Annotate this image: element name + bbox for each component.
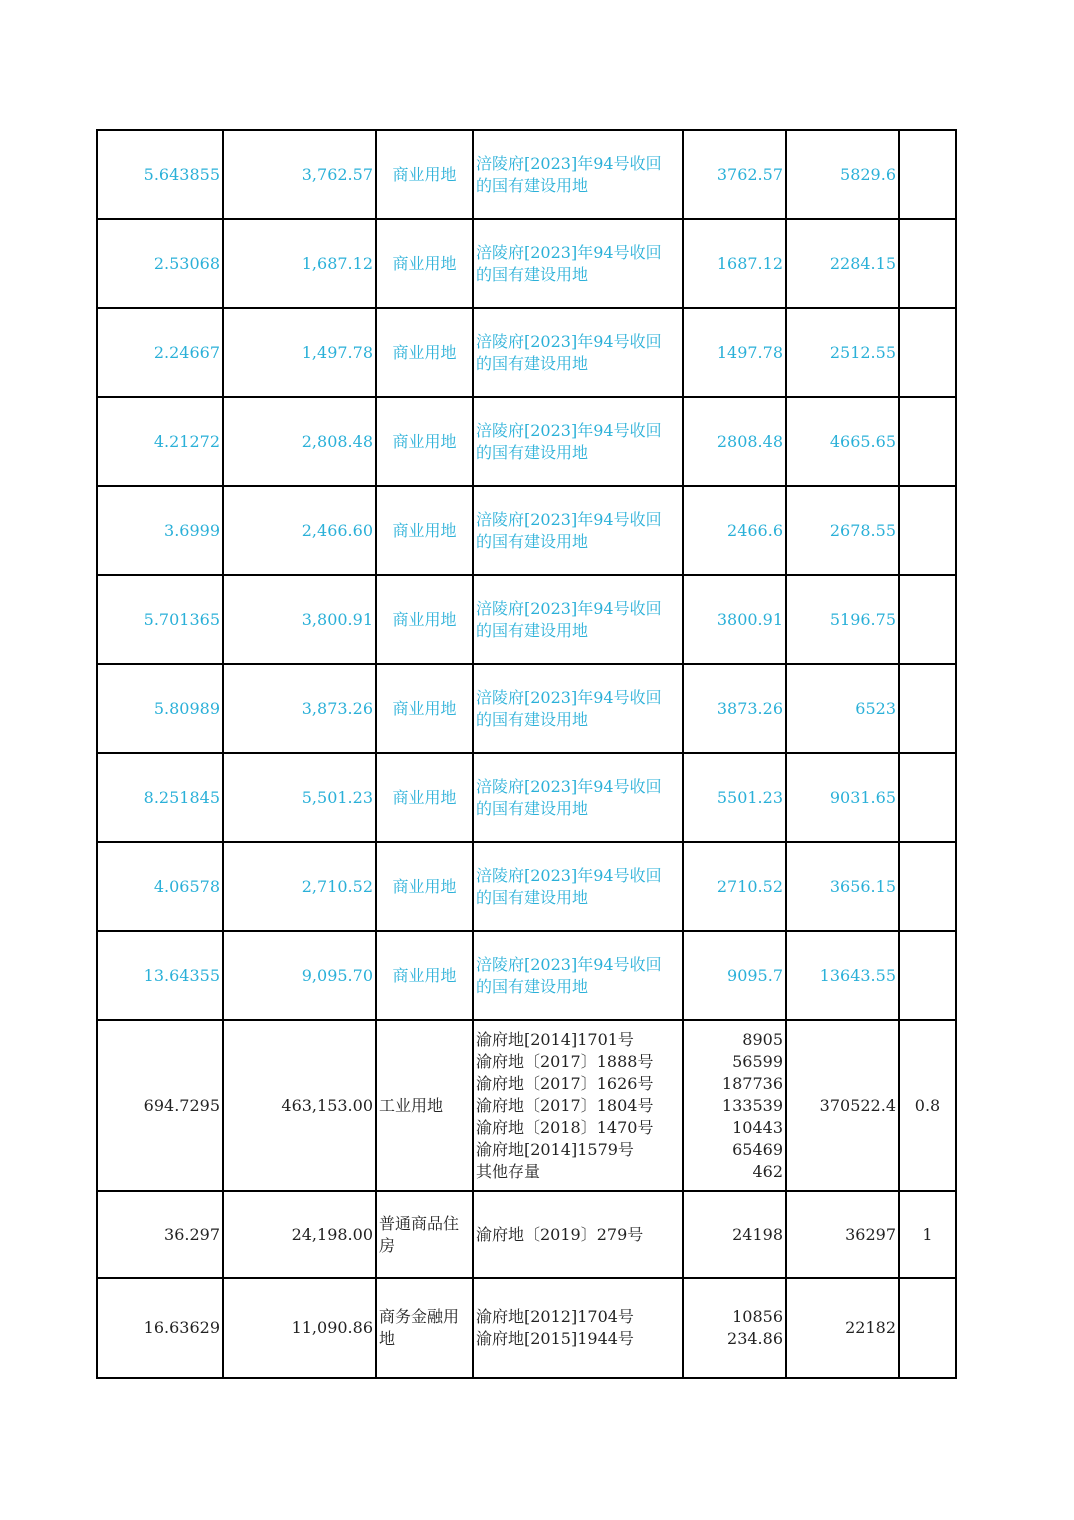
ratio-cell <box>899 219 956 308</box>
ratio-cell <box>899 931 956 1020</box>
area-sqm-cell: 1,687.12 <box>223 219 376 308</box>
area-sqm-cell: 3,873.26 <box>223 664 376 753</box>
land-use-type-cell: 商业用地 <box>376 842 473 931</box>
table-row <box>97 1020 956 1191</box>
approval-doc-cell-line: 涪陵府[2023]年94号收回 <box>476 954 662 974</box>
approval-doc-cell: 渝府地〔2019〕279号 <box>473 1191 683 1278</box>
land-table-body <box>97 130 956 1378</box>
table-row <box>97 575 956 664</box>
land-use-type-cell: 普通商品住房 <box>376 1191 473 1278</box>
approval-doc-cell-line: 渝府地[2012]1704号 <box>476 1307 634 1326</box>
area-hectare-cell: 13.64355 <box>97 931 223 1020</box>
approval-doc-cell <box>473 575 683 664</box>
approval-doc-cell <box>473 1278 683 1378</box>
area-sqm-cell: 2,710.52 <box>223 842 376 931</box>
table-row <box>97 219 956 308</box>
area-hectare-cell: 8.251845 <box>97 753 223 842</box>
total-value-cell: 13643.55 <box>786 931 899 1020</box>
doc-area-cell-line: 5501.23 <box>716 787 783 807</box>
approval-doc-cell <box>473 931 683 1020</box>
table-row <box>97 753 956 842</box>
area-sqm-cell: 5,501.23 <box>223 753 376 842</box>
approval-doc-cell-line: 渝府地[2014]1579号 <box>476 1139 634 1159</box>
approval-doc-cell <box>473 486 683 575</box>
area-sqm-cell: 463,153.00 <box>223 1020 376 1191</box>
land-use-type-cell: 商业用地 <box>376 308 473 397</box>
table-row <box>97 931 956 1020</box>
approval-doc-cell-line: 涪陵府[2023]年94号收回 <box>476 687 662 707</box>
total-value-cell: 22182 <box>786 1278 899 1378</box>
area-hectare-cell: 2.53068 <box>97 219 223 308</box>
doc-area-cell <box>683 575 786 664</box>
total-value-cell: 9031.65 <box>786 753 899 842</box>
area-sqm-cell: 1,497.78 <box>223 308 376 397</box>
doc-area-cell-line: 9095.7 <box>727 965 783 985</box>
ratio-cell <box>899 486 956 575</box>
ratio-cell <box>899 397 956 486</box>
area-hectare-cell: 5.80989 <box>97 664 223 753</box>
area-hectare-cell: 4.21272 <box>97 397 223 486</box>
approval-doc-cell-line: 渝府地〔2017〕1888号 <box>476 1051 654 1071</box>
table-row <box>97 397 956 486</box>
approval-doc-cell-line: 涪陵府[2023]年94号收回 <box>476 153 662 173</box>
approval-doc-cell-line: 涪陵府[2023]年94号收回 <box>476 598 662 618</box>
area-sqm-cell: 2,808.48 <box>223 397 376 486</box>
doc-area-cell <box>683 219 786 308</box>
ratio-cell <box>899 842 956 931</box>
doc-area-cell-line: 3800.91 <box>716 609 783 629</box>
land-table <box>96 129 957 1379</box>
approval-doc-cell-line: 涪陵府[2023]年94号收回 <box>476 865 662 885</box>
approval-doc-cell <box>473 842 683 931</box>
doc-area-cell-line: 56599 <box>732 1051 783 1071</box>
doc-area-cell <box>683 130 786 219</box>
land-use-type-cell: 工业用地 <box>376 1020 473 1191</box>
doc-area-cell-line: 24198 <box>732 1224 783 1244</box>
doc-area-cell-line: 3762.57 <box>716 164 783 184</box>
approval-doc-cell-line: 渝府地[2014]1701号 <box>476 1029 634 1049</box>
doc-area-cell <box>683 486 786 575</box>
approval-doc-cell <box>473 219 683 308</box>
doc-area-cell <box>683 308 786 397</box>
ratio-cell <box>899 1278 956 1378</box>
ratio-cell: 1 <box>899 1191 956 1278</box>
doc-area-cell <box>683 753 786 842</box>
total-value-cell: 2284.15 <box>786 219 899 308</box>
ratio-cell <box>899 575 956 664</box>
ratio-cell <box>899 130 956 219</box>
approval-doc-cell-line: 渝府地〔2017〕1626号 <box>476 1073 654 1093</box>
approval-doc-cell-line: 涪陵府[2023]年94号收回 <box>476 420 662 440</box>
doc-area-cell-line: 133539 <box>721 1095 783 1115</box>
land-use-type-cell: 商业用地 <box>376 664 473 753</box>
approval-doc-cell-line: 其他存量 <box>476 1161 541 1181</box>
approval-doc-cell-line: 的国有建设用地 <box>476 175 589 195</box>
table-row <box>97 1278 956 1378</box>
land-use-type-cell: 商业用地 <box>376 753 473 842</box>
doc-area-cell <box>683 1191 786 1278</box>
total-value-cell: 370522.4 <box>786 1020 899 1191</box>
area-hectare-cell: 2.24667 <box>97 308 223 397</box>
area-hectare-cell: 694.7295 <box>97 1020 223 1191</box>
doc-area-cell-line: 10856 <box>732 1307 783 1326</box>
doc-area-cell-line: 2710.52 <box>716 876 783 896</box>
doc-area-cell-line: 8905 <box>742 1029 783 1049</box>
doc-area-cell <box>683 664 786 753</box>
table-row <box>97 486 956 575</box>
doc-area-cell <box>683 397 786 486</box>
approval-doc-cell-line: 的国有建设用地 <box>476 887 589 907</box>
doc-area-cell-line: 462 <box>752 1161 783 1181</box>
approval-doc-cell <box>473 308 683 397</box>
ratio-cell <box>899 664 956 753</box>
total-value-cell: 3656.15 <box>786 842 899 931</box>
doc-area-cell-line: 2808.48 <box>716 431 783 451</box>
ratio-cell: 0.8 <box>899 1020 956 1191</box>
table-row <box>97 308 956 397</box>
land-use-type-cell: 商业用地 <box>376 219 473 308</box>
doc-area-cell-line: 234.86 <box>727 1329 783 1348</box>
approval-doc-cell-line: 的国有建设用地 <box>476 264 589 284</box>
area-hectare-cell: 16.63629 <box>97 1278 223 1378</box>
approval-doc-cell-line: 的国有建设用地 <box>476 798 589 818</box>
doc-area-cell-line: 1497.78 <box>716 342 783 362</box>
approval-doc-cell-line: 涪陵府[2023]年94号收回 <box>476 331 662 351</box>
doc-area-cell <box>683 1020 786 1191</box>
approval-doc-cell-line: 渝府地〔2018〕1470号 <box>476 1117 654 1137</box>
total-value-cell: 5196.75 <box>786 575 899 664</box>
doc-area-cell <box>683 931 786 1020</box>
total-value-cell: 5829.6 <box>786 130 899 219</box>
area-hectare-cell: 4.06578 <box>97 842 223 931</box>
approval-doc-cell <box>473 130 683 219</box>
approval-doc-cell-line: 的国有建设用地 <box>476 353 589 373</box>
doc-area-cell <box>683 842 786 931</box>
doc-area-cell <box>683 1278 786 1378</box>
area-hectare-cell: 3.6999 <box>97 486 223 575</box>
approval-doc-cell-line: 的国有建设用地 <box>476 442 589 462</box>
approval-doc-cell-line: 的国有建设用地 <box>476 620 589 640</box>
doc-area-cell-line: 1687.12 <box>716 253 783 273</box>
total-value-cell: 6523 <box>786 664 899 753</box>
area-sqm-cell: 9,095.70 <box>223 931 376 1020</box>
land-use-type-cell: 商业用地 <box>376 486 473 575</box>
approval-doc-cell <box>473 397 683 486</box>
total-value-cell: 2678.55 <box>786 486 899 575</box>
ratio-cell <box>899 753 956 842</box>
total-value-cell: 2512.55 <box>786 308 899 397</box>
table-row <box>97 130 956 219</box>
area-hectare-cell: 5.643855 <box>97 130 223 219</box>
approval-doc-cell <box>473 1020 683 1191</box>
area-sqm-cell: 24,198.00 <box>223 1191 376 1278</box>
area-sqm-cell: 3,800.91 <box>223 575 376 664</box>
approval-doc-cell-line: 渝府地〔2017〕1804号 <box>476 1095 654 1115</box>
approval-doc-cell-line: 涪陵府[2023]年94号收回 <box>476 776 662 796</box>
land-use-type-cell: 商业用地 <box>376 397 473 486</box>
land-use-type-cell: 商务金融用地 <box>376 1278 473 1378</box>
ratio-cell <box>899 308 956 397</box>
approval-doc-cell-line: 涪陵府[2023]年94号收回 <box>476 242 662 262</box>
area-sqm-cell: 2,466.60 <box>223 486 376 575</box>
approval-doc-cell <box>473 664 683 753</box>
total-value-cell: 4665.65 <box>786 397 899 486</box>
area-sqm-cell: 11,090.86 <box>223 1278 376 1378</box>
doc-area-cell-line: 2466.6 <box>727 520 783 540</box>
approval-doc-cell-line: 的国有建设用地 <box>476 976 589 996</box>
doc-area-cell-line: 3873.26 <box>716 698 783 718</box>
approval-doc-cell-line: 渝府地[2015]1944号 <box>476 1329 634 1348</box>
doc-area-cell-line: 10443 <box>732 1117 783 1137</box>
land-use-type-cell: 商业用地 <box>376 931 473 1020</box>
approval-doc-cell-line: 的国有建设用地 <box>476 531 589 551</box>
doc-area-cell-line: 187736 <box>721 1073 783 1093</box>
table-row <box>97 664 956 753</box>
table-row <box>97 842 956 931</box>
area-sqm-cell: 3,762.57 <box>223 130 376 219</box>
land-use-type-cell: 商业用地 <box>376 130 473 219</box>
table-row <box>97 1191 956 1278</box>
approval-doc-cell-line: 涪陵府[2023]年94号收回 <box>476 509 662 529</box>
doc-area-cell-line: 65469 <box>732 1139 783 1159</box>
land-use-type-cell: 商业用地 <box>376 575 473 664</box>
area-hectare-cell: 5.701365 <box>97 575 223 664</box>
approval-doc-cell <box>473 753 683 842</box>
area-hectare-cell: 36.297 <box>97 1191 223 1278</box>
total-value-cell: 36297 <box>786 1191 899 1278</box>
approval-doc-cell-line: 的国有建设用地 <box>476 709 589 729</box>
